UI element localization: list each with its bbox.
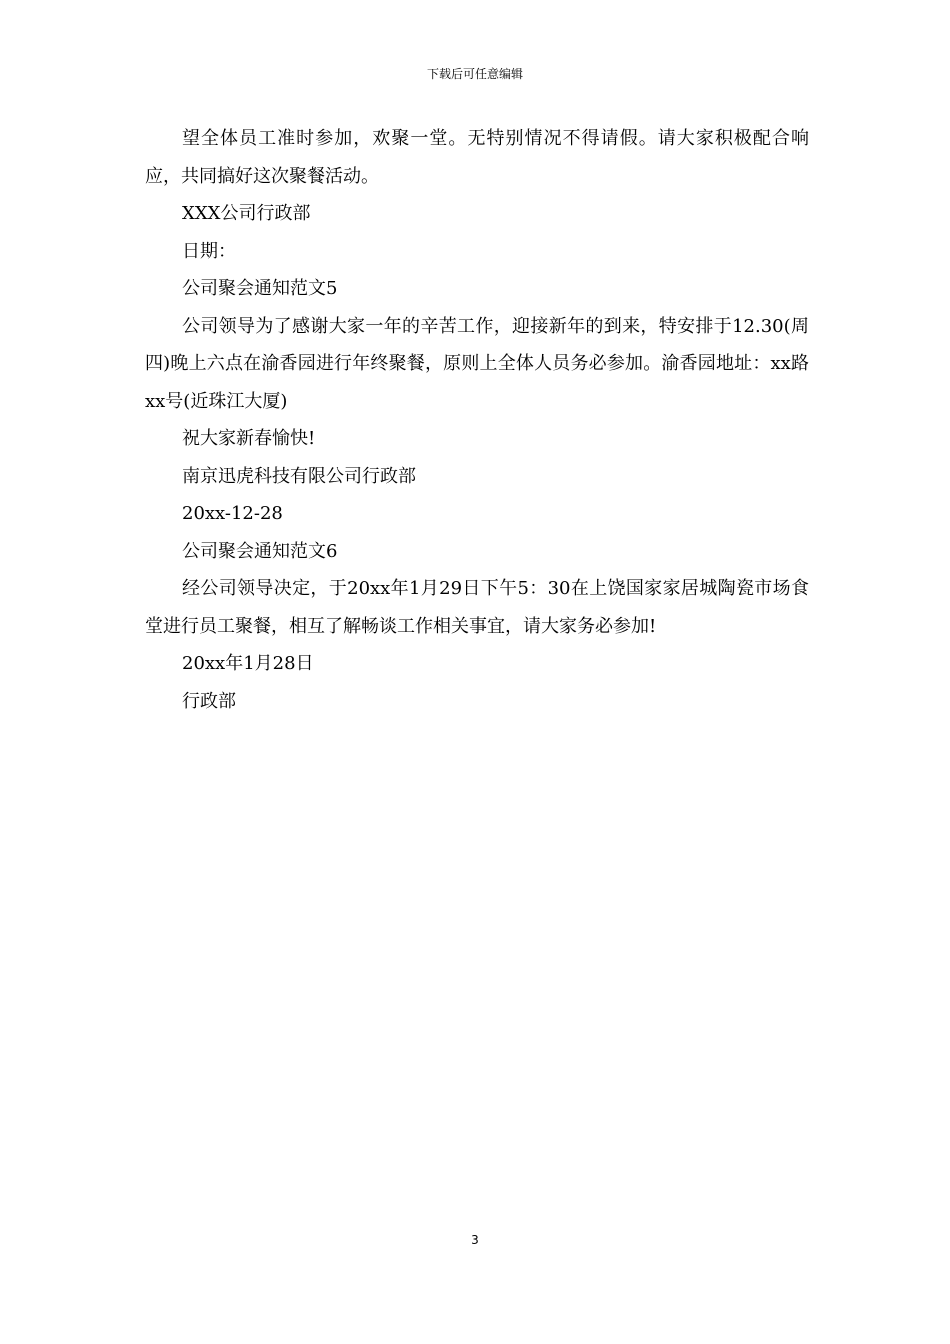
page-number: 3: [471, 1233, 479, 1247]
signature-department: XXX公司行政部: [182, 203, 311, 224]
signature-department-2: 行政部: [182, 690, 236, 712]
date-label: 日期：: [182, 240, 236, 262]
signature-date-2: 20xx年1月28日: [182, 653, 314, 674]
document-body: [145, 120, 809, 720]
greeting-line: 祝大家新春愉快!: [182, 428, 316, 449]
signature-date: 20xx-12-28: [182, 503, 283, 524]
paragraph-sample-5-body: 公司领导为了感谢大家一年的辛苦工作，迎接新年的到来，特安排于12.30(周四)晚上六点在渝香园进行年终聚餐，原则上全体人员务必参加。渝香园地址：xx路xx号(近珠江大厦): [145, 315, 809, 412]
page-header: 下载后可任意编辑: [426, 67, 523, 81]
paragraph-closing-request: 望全体员工准时参加，欢聚一堂。无特别情况不得请假。请大家积极配合响应，共同搞好这次聚餐活动。: [145, 128, 809, 187]
section-heading-sample-6: 公司聚会通知范文6: [182, 540, 338, 562]
signature-company: 南京迅虎科技有限公司行政部: [182, 465, 416, 487]
section-heading-sample-5: 公司聚会通知范文5: [182, 278, 338, 299]
paragraph-sample-6-body: 经公司领导决定，于20xx年1月29日下午5：30在上饶国家家居城陶瓷市场食堂进行员工聚餐，相互了解畅谈工作相关事宜，请大家务必参加!: [145, 578, 809, 637]
